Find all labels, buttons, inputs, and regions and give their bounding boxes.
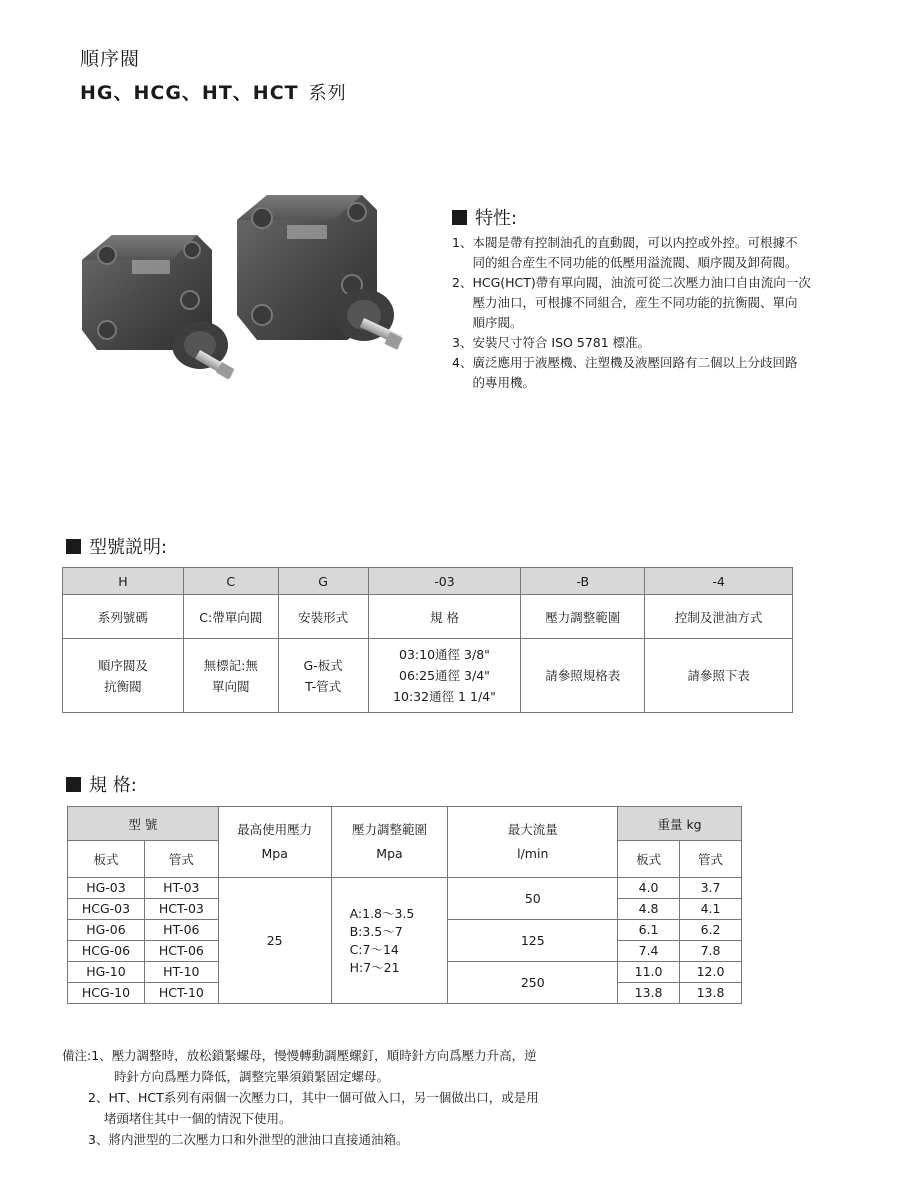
name-cell: 規 格	[368, 595, 521, 639]
name-cell: 壓力調整範圍	[521, 595, 645, 639]
features-heading-text: 特性:	[475, 208, 518, 229]
cell-plate: HCG-03	[68, 899, 145, 920]
hdr-adj-range	[331, 807, 448, 878]
name-cell: 系列號碼	[63, 595, 184, 639]
range-line: A:1.8～3.5	[349, 905, 415, 921]
desc-line: 單向閥	[211, 678, 250, 694]
desc-cell-pressure: 請參照規格表	[521, 639, 645, 713]
cell-max-pressure: 25	[218, 878, 331, 1004]
table-row	[68, 878, 742, 899]
cell-weight-pipe: 7.8	[680, 941, 742, 962]
desc-line: T-管式	[305, 678, 342, 694]
cell-weight-plate: 13.8	[618, 983, 680, 1004]
hdr-line: Mpa	[376, 846, 403, 861]
name-cell: 控制及泄油方式	[645, 595, 793, 639]
cell-weight-plate: 4.8	[618, 899, 680, 920]
hdr-line: 壓力調整範圍	[351, 822, 427, 837]
hdr-max-pressure	[218, 807, 331, 878]
page-title: 順序閥	[80, 48, 141, 70]
desc-line: 10:32通徑 1 1/4"	[393, 689, 496, 704]
code-cell: -4	[645, 568, 793, 595]
square-bullet-icon	[452, 210, 467, 225]
range-line: C:7～14	[349, 941, 399, 957]
hdr-model: 型 號	[68, 807, 219, 841]
name-cell: 安裝形式	[278, 595, 368, 639]
cell-plate: HCG-10	[68, 983, 145, 1004]
model-heading-text: 型號説明:	[89, 537, 168, 558]
feature-num: 3、	[452, 335, 473, 350]
code-row	[63, 568, 793, 595]
valve-left	[82, 235, 235, 379]
cell-weight-pipe: 3.7	[680, 878, 742, 899]
hdr-weight-plate: 板式	[618, 841, 680, 878]
feature-line: 廣泛應用于液壓機、注塑機及液壓回路有二個以上分歧回路	[472, 355, 798, 370]
desc-cell-series	[63, 639, 184, 713]
desc-row	[63, 639, 793, 713]
cell-flow: 125	[448, 920, 618, 962]
cell-weight-pipe: 4.1	[680, 899, 742, 920]
cell-weight-plate: 6.1	[618, 920, 680, 941]
desc-line: 03:10通徑 3/8"	[399, 647, 490, 662]
cell-pipe: HCT-03	[144, 899, 218, 920]
desc-line: 抗衡閥	[104, 678, 142, 694]
cell-pipe: HCT-10	[144, 983, 218, 1004]
cell-flow: 250	[448, 962, 618, 1004]
hdr-line: 最大流量	[507, 822, 558, 837]
hdr-weight: 重量 kg	[618, 807, 742, 841]
name-cell: C:帶單向閥	[183, 595, 278, 639]
cell-pipe: HT-06	[144, 920, 218, 941]
cell-pipe: HCT-06	[144, 941, 218, 962]
desc-line: 06:25通徑 3/4"	[399, 668, 490, 683]
features-list	[452, 233, 852, 393]
cell-weight-plate: 4.0	[618, 878, 680, 899]
model-code-table	[62, 567, 793, 713]
cell-plate: HG-06	[68, 920, 145, 941]
series-suffix: 系列	[308, 83, 347, 104]
range-line: H:7～21	[349, 959, 400, 975]
desc-cell-size	[368, 639, 521, 713]
spec-table	[67, 806, 742, 1004]
cell-plate: HG-10	[68, 962, 145, 983]
cell-adj-ranges	[331, 878, 448, 1004]
hdr-line: l/min	[517, 846, 549, 861]
feature-item	[452, 333, 852, 353]
feature-line: 安裝尺寸符合 ISO 5781 標准。	[472, 335, 651, 350]
feature-line: 順序閥。	[472, 315, 523, 330]
note-line: 時針方向爲壓力降低，調整完畢須鎖緊固定螺母。	[114, 1069, 390, 1084]
feature-line: HCG(HCT)帶有單向閥，油流可從二次壓力油口自由流向一次	[472, 275, 811, 290]
code-cell: H	[63, 568, 184, 595]
code-cell: -03	[368, 568, 521, 595]
cell-weight-pipe: 12.0	[680, 962, 742, 983]
hdr-line: Mpa	[261, 846, 288, 861]
feature-item	[452, 273, 852, 333]
feature-num: 1、	[452, 235, 473, 250]
hdr-max-flow	[448, 807, 618, 878]
hdr-plate: 板式	[68, 841, 145, 878]
notes	[62, 1045, 622, 1150]
feature-line: 的專用機。	[472, 375, 535, 390]
feature-item	[452, 353, 852, 393]
note-line: 3、將内泄型的二次壓力口和外泄型的泄油口直接通油箱。	[88, 1132, 409, 1147]
code-cell: -B	[521, 568, 645, 595]
cell-weight-plate: 11.0	[618, 962, 680, 983]
name-row	[63, 595, 793, 639]
cell-pipe: HT-03	[144, 878, 218, 899]
cell-plate: HG-03	[68, 878, 145, 899]
product-photo	[72, 190, 422, 400]
desc-line: 無標記:無	[203, 657, 258, 673]
hdr-weight-pipe: 管式	[680, 841, 742, 878]
hdr-line: 最高使用壓力	[237, 822, 313, 837]
desc-cell-control: 請參照下表	[645, 639, 793, 713]
cell-weight-pipe: 13.8	[680, 983, 742, 1004]
cell-weight-pipe: 6.2	[680, 920, 742, 941]
feature-line: 同的組合産生不同功能的低壓用溢流閥、順序閥及卸荷閥。	[472, 255, 798, 270]
feature-item	[452, 233, 852, 273]
cell-weight-plate: 7.4	[618, 941, 680, 962]
code-cell: C	[183, 568, 278, 595]
desc-cell-check	[183, 639, 278, 713]
desc-line: G-板式	[303, 657, 343, 673]
feature-line: 本閥是帶有控制油孔的直動閥，可以内控或外控。可根據不	[472, 235, 798, 250]
note-line: 堵頭堵住其中一個的情況下使用。	[104, 1111, 292, 1126]
feature-num: 4、	[452, 355, 473, 370]
series-names: HG、HCG、HT、HCT	[80, 82, 299, 104]
valve-right	[237, 195, 403, 350]
cell-flow: 50	[448, 878, 618, 920]
features-heading	[452, 204, 517, 230]
spec-heading-text: 規 格:	[89, 775, 137, 796]
range-line: B:3.5～7	[349, 923, 403, 939]
note-line: 2、HT、HCT系列有兩個一次壓力口，其中一個可做入口，另一個做出口，或是用	[88, 1090, 539, 1105]
hdr-pipe: 管式	[144, 841, 218, 878]
series-title	[80, 78, 347, 105]
spec-heading	[66, 771, 137, 797]
cell-pipe: HT-10	[144, 962, 218, 983]
model-heading	[66, 533, 167, 559]
square-bullet-icon	[66, 777, 81, 792]
code-cell: G	[278, 568, 368, 595]
desc-cell-mount	[278, 639, 368, 713]
desc-line: 順序閥及	[97, 657, 148, 673]
feature-num: 2、	[452, 275, 473, 290]
spec-header-row-1	[68, 807, 742, 841]
square-bullet-icon	[66, 539, 81, 554]
feature-line: 壓力油口，可根據不同組合，産生不同功能的抗衡閥、單向	[472, 295, 798, 310]
cell-plate: HCG-06	[68, 941, 145, 962]
note-line: 備注:1、壓力調整時，放松鎖緊螺母，慢慢轉動調壓螺釘，順時針方向爲壓力升高，逆	[62, 1048, 537, 1063]
